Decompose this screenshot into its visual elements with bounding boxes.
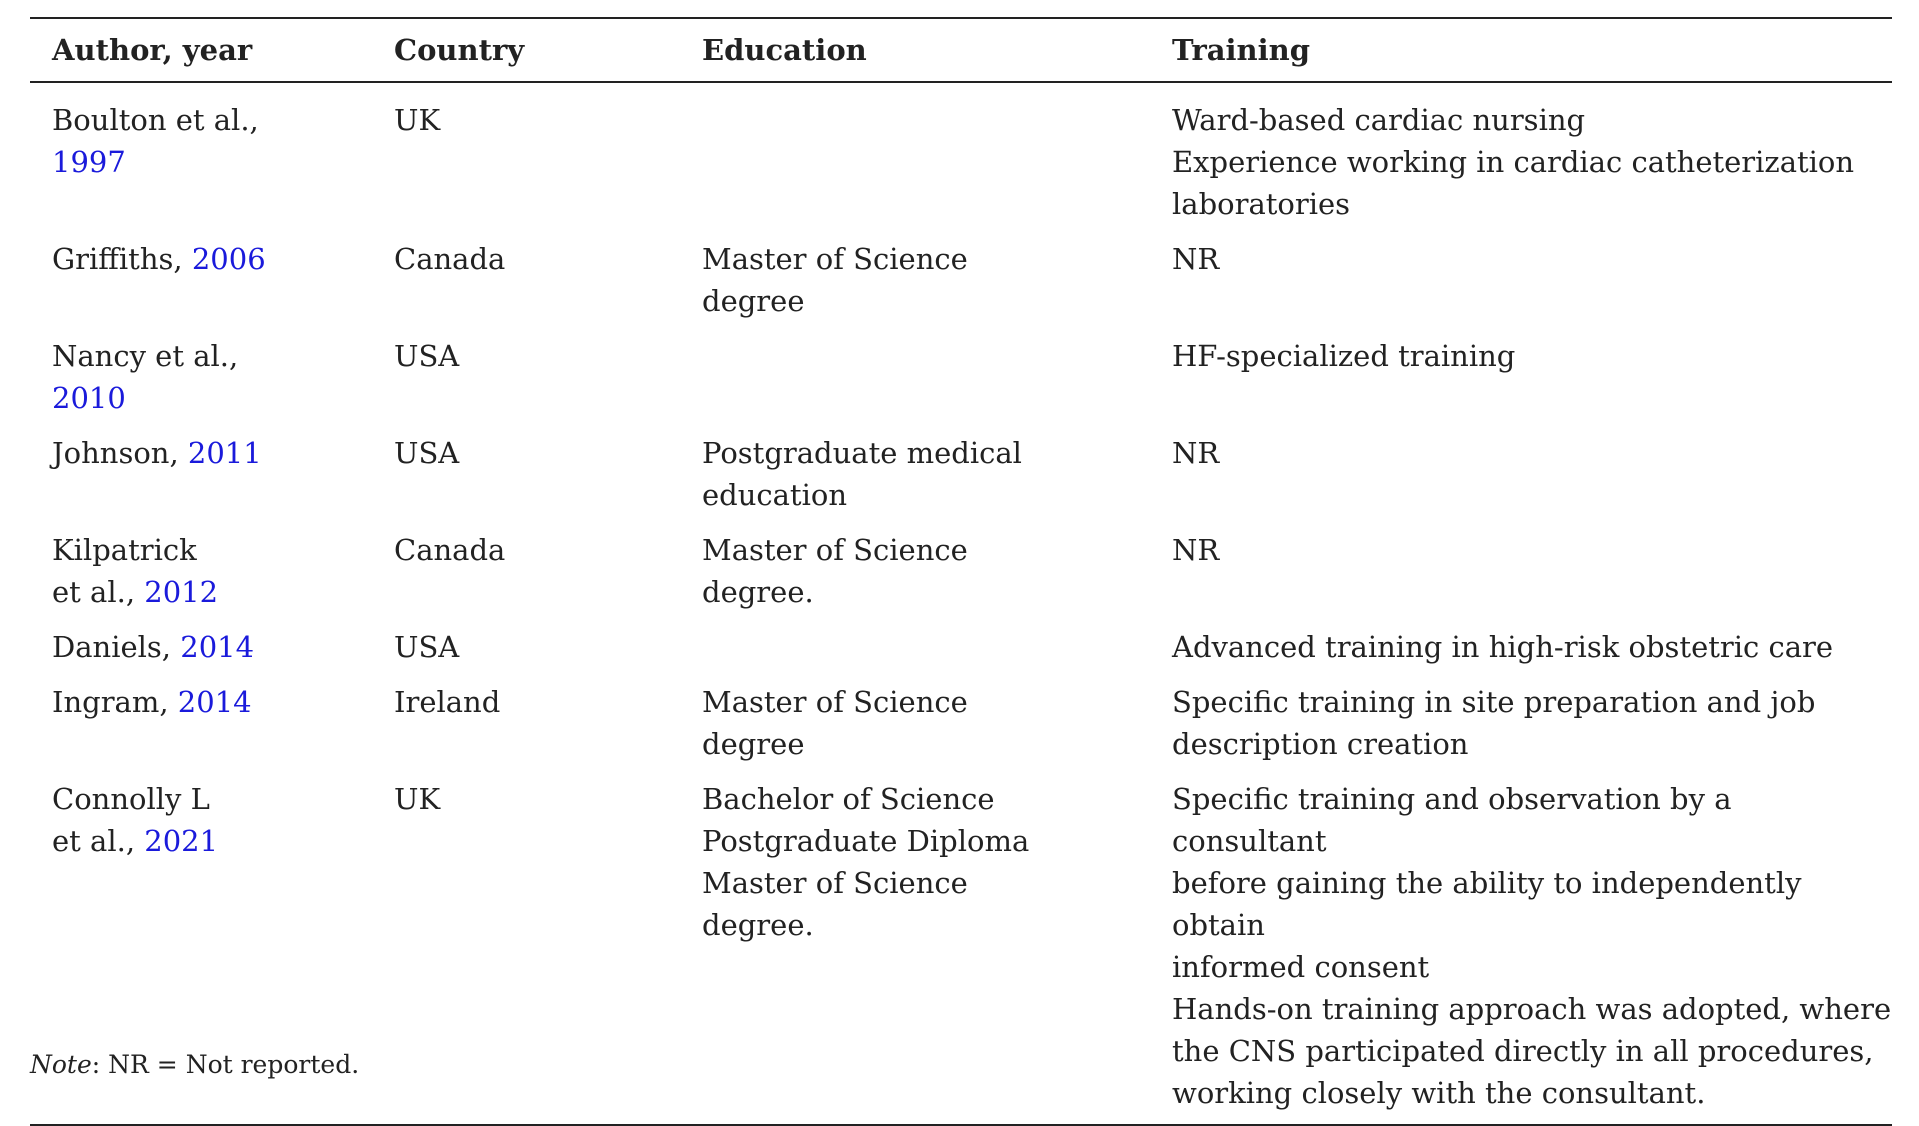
author-name: Ingram, <box>52 685 169 719</box>
cell-training <box>1150 335 1892 432</box>
training-line: informed consent <box>1172 950 1430 984</box>
citation-year-link[interactable]: 2011 <box>187 436 262 470</box>
cell-education <box>680 432 1150 529</box>
table-header <box>30 18 1892 82</box>
table-row <box>30 626 1892 681</box>
cell-country: Ireland <box>394 685 501 719</box>
header-row <box>30 18 1892 82</box>
education-line: Master of Science <box>702 533 968 567</box>
cell-education <box>680 778 1150 1125</box>
training-line: HF-specialized training <box>1172 339 1516 373</box>
note-text: : NR = Not reported. <box>91 1050 360 1079</box>
training-line: Advanced training in high-risk obstetric care <box>1172 630 1834 664</box>
cell-education <box>680 335 1150 432</box>
cell-author-year <box>30 626 372 681</box>
cell-author-year <box>30 529 372 626</box>
education-line: degree <box>702 727 805 761</box>
author-line <box>52 571 372 613</box>
citation-year-link[interactable]: 2006 <box>191 242 266 276</box>
citation-year-link[interactable]: 1997 <box>52 145 126 179</box>
header-education: Education <box>702 33 867 67</box>
cell-training <box>1150 778 1892 1125</box>
training-line: Ward-based cardiac nursing <box>1172 103 1586 137</box>
cell-author-year <box>30 432 372 529</box>
education-line: Master of Science <box>702 685 968 719</box>
table-row <box>30 529 1892 626</box>
author-name: Griffiths, <box>52 242 183 276</box>
training-line: before gaining the ability to independently obtain <box>1172 866 1802 942</box>
cell-training <box>1150 432 1892 529</box>
author-name: et al., <box>52 575 136 609</box>
cell-country: Canada <box>394 533 506 567</box>
training-line: the CNS participated directly in all procedures, <box>1172 1034 1874 1068</box>
cell-country: USA <box>394 339 460 373</box>
author-line <box>52 238 372 280</box>
cell-country: USA <box>394 630 460 664</box>
education-line: degree. <box>702 908 814 942</box>
table-row <box>30 82 1892 238</box>
training-line: Specific training and observation by a consultant <box>1172 782 1732 858</box>
author-name: Boulton et al., <box>52 103 259 137</box>
author-name: et al., <box>52 824 136 858</box>
author-line <box>52 141 372 183</box>
cell-training <box>1150 681 1892 778</box>
author-line <box>52 681 372 723</box>
cell-training <box>1150 529 1892 626</box>
cell-country: UK <box>394 103 441 137</box>
training-line: working closely with the consultant. <box>1172 1076 1706 1110</box>
citation-year-link[interactable]: 2014 <box>177 685 252 719</box>
training-line: Specific training in site preparation and job <box>1172 685 1816 719</box>
data-table <box>30 17 1892 1126</box>
training-line: description creation <box>1172 727 1469 761</box>
education-line: Bachelor of Science <box>702 782 995 816</box>
author-line <box>52 820 372 862</box>
citation-year-link[interactable]: 2010 <box>52 381 126 415</box>
author-line <box>52 529 372 571</box>
education-line: Master of Science <box>702 866 968 900</box>
training-line: NR <box>1172 242 1220 276</box>
header-training: Training <box>1172 33 1311 67</box>
training-line: Hands-on training approach was adopted, where <box>1172 992 1892 1026</box>
cell-author-year <box>30 238 372 335</box>
cell-author-year <box>30 335 372 432</box>
table-row <box>30 335 1892 432</box>
citation-year-link[interactable]: 2021 <box>144 824 219 858</box>
citation-year-link[interactable]: 2012 <box>144 575 219 609</box>
cell-training <box>1150 238 1892 335</box>
author-line <box>52 432 372 474</box>
author-line <box>52 626 372 668</box>
author-name: Daniels, <box>52 630 172 664</box>
cell-education <box>680 681 1150 778</box>
author-name: Nancy et al., <box>52 339 239 373</box>
author-name: Kilpatrick <box>52 533 197 567</box>
education-line: Postgraduate medical <box>702 436 1022 470</box>
author-line <box>52 377 372 419</box>
education-line: Postgraduate Diploma <box>702 824 1030 858</box>
author-name: Connolly L <box>52 782 210 816</box>
training-line: laboratories <box>1172 187 1351 221</box>
cell-training <box>1150 626 1892 681</box>
author-line <box>52 335 372 377</box>
cell-education <box>680 529 1150 626</box>
cell-education <box>680 238 1150 335</box>
education-line: Master of Science <box>702 242 968 276</box>
cell-education <box>680 626 1150 681</box>
education-line: education <box>702 478 847 512</box>
table-body <box>30 82 1892 1125</box>
cell-country: UK <box>394 782 441 816</box>
citation-year-link[interactable]: 2014 <box>180 630 255 664</box>
cell-author-year <box>30 82 372 238</box>
table-row <box>30 432 1892 529</box>
cell-education <box>680 82 1150 238</box>
training-line: Experience working in cardiac catheterization <box>1172 145 1855 179</box>
cell-country: USA <box>394 436 460 470</box>
cell-author-year <box>30 681 372 778</box>
author-name: Johnson, <box>52 436 179 470</box>
table-container <box>30 17 1892 1126</box>
note-label: Note <box>30 1050 92 1079</box>
table-footnote <box>30 1051 359 1079</box>
cell-training <box>1150 82 1892 238</box>
cell-country: Canada <box>394 242 506 276</box>
table-row <box>30 238 1892 335</box>
table-row <box>30 681 1892 778</box>
education-line: degree <box>702 284 805 318</box>
training-line: NR <box>1172 436 1220 470</box>
author-line <box>52 99 372 141</box>
header-country: Country <box>394 33 525 67</box>
author-line <box>52 778 372 820</box>
education-line: degree. <box>702 575 814 609</box>
header-author-year: Author, year <box>52 33 253 67</box>
training-line: NR <box>1172 533 1220 567</box>
